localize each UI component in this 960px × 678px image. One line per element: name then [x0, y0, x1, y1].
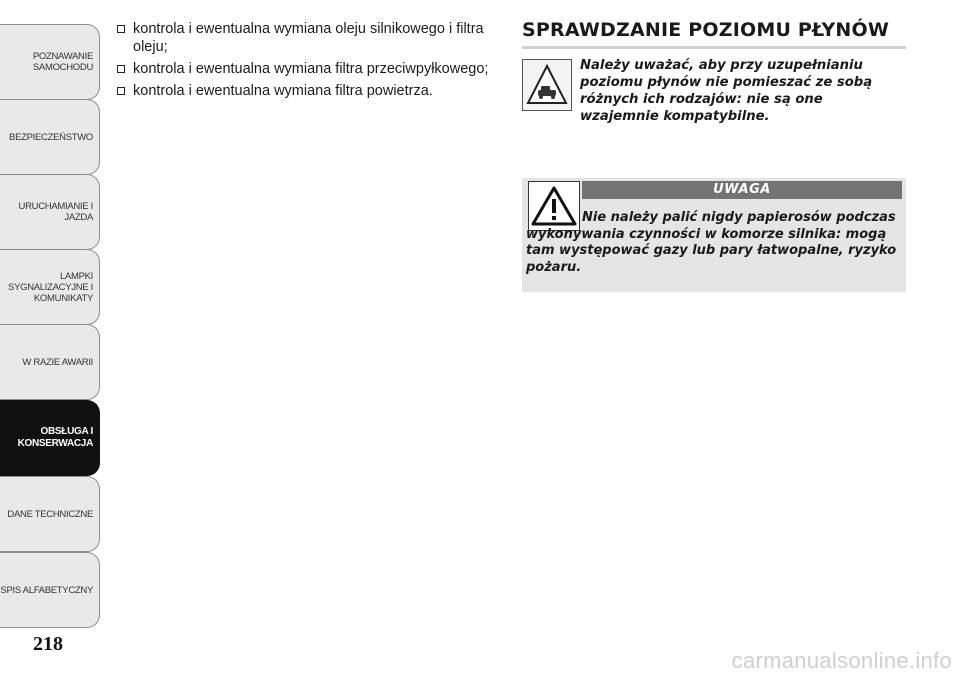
tab-poznawanie-samochodu[interactable]: POZNAWANIE SAMOCHODU — [0, 24, 100, 100]
maintenance-list — [113, 20, 495, 104]
tab-uruchamianie-i-jazda[interactable]: URUCHAMIANIE I JAZDA — [0, 174, 100, 250]
tab-dane-techniczne[interactable]: DANE TECHNICZNE — [0, 476, 100, 552]
warning-box — [522, 178, 906, 292]
caution-note — [522, 57, 906, 133]
tab-lampki-sygnalizacyjne[interactable]: LAMPKI SYGNALIZACYJNE I KOMUNIKATY — [0, 249, 100, 325]
title-divider — [522, 46, 906, 49]
checkbox-bullet-icon — [117, 25, 125, 33]
list-item-text: kontrola i ewentualna wymiana filtra powietrza. — [133, 83, 433, 99]
car-service-icon — [522, 59, 572, 111]
fluid-level-section — [522, 19, 906, 275]
tab-spis-alfabetyczny[interactable]: SPIS ALFABETYCZNY — [0, 552, 100, 628]
section-title: SPRAWDZANIE POZIOMU PŁYNÓW — [522, 19, 890, 41]
tab-bezpieczenstwo[interactable]: BEZPIECZEŃSTWO — [0, 99, 100, 175]
list-item-text: kontrola i ewentualna wymiana oleju silnikowego i filtra oleju; — [133, 21, 484, 55]
checkbox-bullet-icon — [117, 65, 125, 73]
page-number: 218 — [33, 633, 63, 655]
list-item-text: kontrola i ewentualna wymiana filtra przeciwpyłkowego; — [133, 61, 489, 77]
caution-note-text: Należy uważać, aby przy uzupełnianiu poziomu płynów nie pomieszać ze sobą różnych ich rodzajów: nie są one wzajemnie kompatybilne. — [580, 58, 873, 124]
warning-text: Nie należy palić nigdy papierosów podczas wykonywania czynności w komorze silnika: mogą tam występować gazy lub pary łatwopalne, ryzyko pożaru. — [526, 210, 897, 275]
list-item — [113, 60, 495, 78]
watermark: carmanualsonline.info — [731, 648, 952, 673]
tab-obsluga-i-konserwacja[interactable]: OBSŁUGA I KONSERWACJA — [0, 400, 100, 476]
list-item — [113, 20, 495, 56]
warning-header: UWAGA — [582, 181, 902, 199]
list-item — [113, 82, 495, 100]
tab-w-razie-awarii[interactable]: W RAZIE AWARII — [0, 324, 100, 400]
checkbox-bullet-icon — [117, 87, 125, 95]
